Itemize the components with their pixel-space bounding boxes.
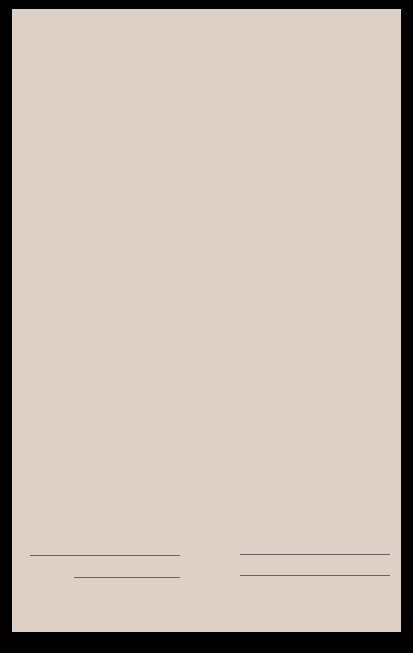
officers-table	[12, 9, 401, 632]
unit-underline	[30, 555, 180, 556]
form-sheet	[12, 9, 401, 632]
commander-underline	[240, 554, 390, 555]
formation-underline	[240, 575, 390, 576]
date-underline	[74, 577, 180, 578]
